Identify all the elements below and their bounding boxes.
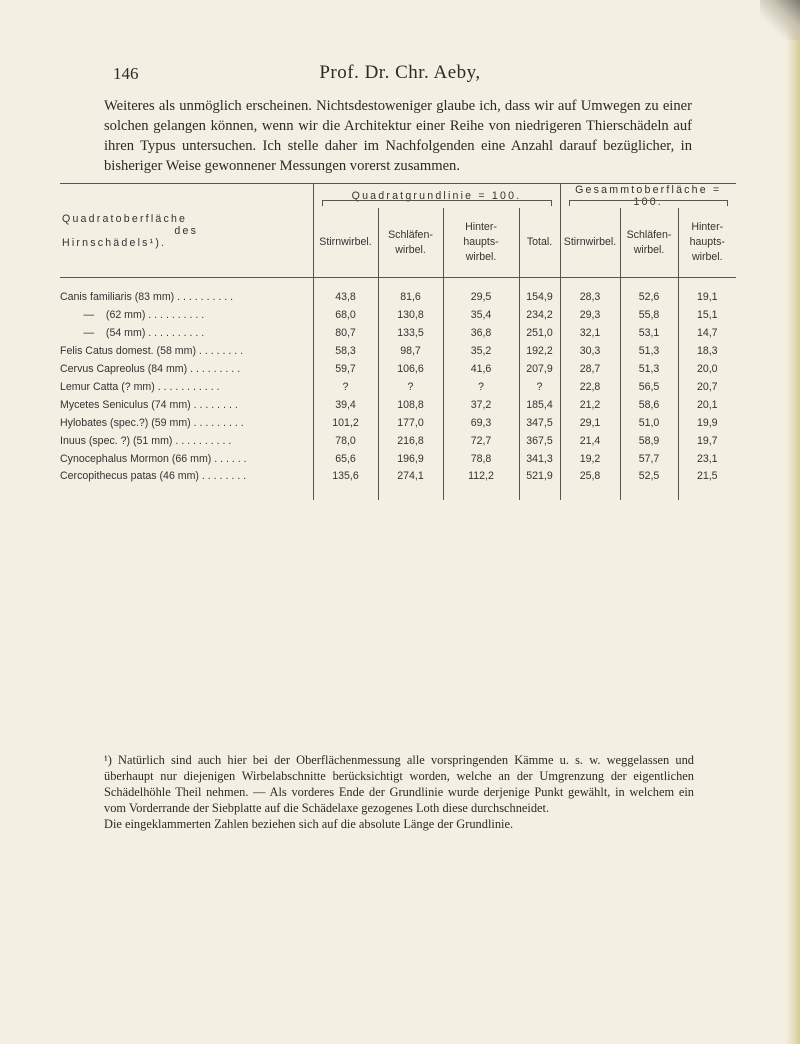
footnote-text: ¹) Natürlich sind auch hier bei der Oberflächenmessung alle vorspringenden Kämme u. s. w. weggelassen und überhaupt nur diejenigen Wirbelabschnitte berücksichtigt worden, welche an der Umgrenzung der eigentlichen Schädelhöhle Theil nehmen. — Als vorderes Ende der Grundlinie wurde derjenige Punkt gewählt, in welchem ein vom Vorderrande der Siebplatte auf die Schädelaxe gezogenes Loth diese durchschneidet. bbox=[104, 753, 694, 815]
table-cell: 347,5 bbox=[519, 414, 560, 432]
table-cell: 207,9 bbox=[519, 360, 560, 378]
table-cell: 19,7 bbox=[678, 432, 736, 450]
table-cell: 234,2 bbox=[519, 306, 560, 324]
col-header-stirnwirbel-2: Stirnwirbel. bbox=[560, 208, 620, 278]
table-cell: 20,0 bbox=[678, 360, 736, 378]
col-header-stirnwirbel: Stirnwirbel. bbox=[313, 208, 378, 278]
table-cell: 55,8 bbox=[620, 306, 678, 324]
running-head: Prof. Dr. Chr. Aeby, bbox=[319, 62, 481, 83]
row-header-line1: Quadratoberfläche bbox=[62, 212, 188, 225]
page-number: 146 bbox=[113, 64, 139, 83]
table-cell: 101,2 bbox=[313, 414, 378, 432]
col-header-schlaefenwirbel-2: Schläfen- wirbel. bbox=[620, 208, 678, 278]
table-cell: 35,4 bbox=[443, 306, 519, 324]
table-body bbox=[60, 278, 736, 501]
table-cell: 65,6 bbox=[313, 450, 378, 468]
table-cell: 15,1 bbox=[678, 306, 736, 324]
row-header-line3: Hirnschädels¹). bbox=[62, 236, 167, 249]
table-cell: 32,1 bbox=[560, 324, 620, 342]
table-cell: 21,2 bbox=[560, 396, 620, 414]
row-label: — (54 mm) . . . . . . . . . . bbox=[60, 327, 205, 339]
table-row bbox=[60, 324, 736, 342]
table-cell: 58,3 bbox=[313, 342, 378, 360]
brace bbox=[322, 200, 552, 206]
col-header-schlaefenwirbel: Schläfen- wirbel. bbox=[378, 208, 443, 278]
row-label: Canis familiaris (83 mm) . . . . . . . . . . bbox=[60, 291, 234, 303]
table-cell: 341,3 bbox=[519, 450, 560, 468]
table-cell: 521,9 bbox=[519, 468, 560, 500]
table-cell: 53,1 bbox=[620, 324, 678, 342]
group-header-grundlinie-label: Quadratgrundlinie = 100. bbox=[351, 190, 522, 202]
table-row bbox=[60, 414, 736, 432]
table-cell: 19,9 bbox=[678, 414, 736, 432]
table-cell: 21,5 bbox=[678, 468, 736, 500]
brace bbox=[569, 200, 729, 206]
table-cell: 22,8 bbox=[560, 378, 620, 396]
table-cell: 21,4 bbox=[560, 432, 620, 450]
row-label: Inuus (spec. ?) (51 mm) . . . . . . . . . . bbox=[60, 435, 232, 447]
table-cell: 28,7 bbox=[560, 360, 620, 378]
col-header-hinterhauptswirbel-2: Hinter- haupts- wirbel. bbox=[678, 208, 736, 278]
table-cell: 52,6 bbox=[620, 288, 678, 306]
table-cell: 112,2 bbox=[443, 468, 519, 500]
table-cell: 37,2 bbox=[443, 396, 519, 414]
table-cell: 20,1 bbox=[678, 396, 736, 414]
row-label: Lemur Catta (? mm) . . . . . . . . . . . bbox=[60, 381, 220, 393]
table-cell: 59,7 bbox=[313, 360, 378, 378]
table-row bbox=[60, 378, 736, 396]
table-cell: 43,8 bbox=[313, 288, 378, 306]
table-cell: 19,2 bbox=[560, 450, 620, 468]
group-header-grundlinie bbox=[313, 184, 560, 209]
table-cell: ? bbox=[443, 378, 519, 396]
group-header-gesammt-label: Gesammtoberfläche = 100. bbox=[575, 184, 722, 208]
table-cell: 135,6 bbox=[313, 468, 378, 500]
row-header bbox=[60, 184, 313, 278]
table-cell: 39,4 bbox=[313, 396, 378, 414]
intro-paragraph bbox=[104, 96, 692, 176]
table-row bbox=[60, 342, 736, 360]
table-cell: 29,5 bbox=[443, 288, 519, 306]
intro-text: Weiteres als unmöglich erscheinen. Nichtsdestoweniger glaube ich, dass wir auf Umwegen zu einer solchen gelangen können, wenn wir die Architektur einer Reihe von niedrigeren Thierschädeln auf ihren Typus untersuchen. Ich stelle daher im Nachfolgenden eine Anzahl darauf bezüglicher, in bisheriger Weise gewonnener Messungen vorerst zusammen. bbox=[104, 98, 692, 174]
row-label: Cercopithecus patas (46 mm) . . . . . . . . bbox=[60, 470, 247, 482]
measurement-table bbox=[60, 183, 736, 500]
table-cell: 52,5 bbox=[620, 468, 678, 500]
table-cell: 72,7 bbox=[443, 432, 519, 450]
table-cell: 69,3 bbox=[443, 414, 519, 432]
table-cell: 19,1 bbox=[678, 288, 736, 306]
table-cell: 185,4 bbox=[519, 396, 560, 414]
table-cell: 51,0 bbox=[620, 414, 678, 432]
table-cell: 23,1 bbox=[678, 450, 736, 468]
table-row bbox=[60, 432, 736, 450]
table-cell: 78,8 bbox=[443, 450, 519, 468]
table-cell: 41,6 bbox=[443, 360, 519, 378]
table-cell: 51,3 bbox=[620, 342, 678, 360]
page-header bbox=[0, 60, 800, 90]
table-cell: 51,3 bbox=[620, 360, 678, 378]
table-cell: 106,6 bbox=[378, 360, 443, 378]
row-label: Hylobates (spec.?) (59 mm) . . . . . . . . . bbox=[60, 417, 244, 429]
col-header-hinterhauptswirbel: Hinter- haupts- wirbel. bbox=[443, 208, 519, 278]
table-cell: 133,5 bbox=[378, 324, 443, 342]
table-cell: 274,1 bbox=[378, 468, 443, 500]
table-cell: 58,9 bbox=[620, 432, 678, 450]
table-cell: ? bbox=[313, 378, 378, 396]
page-corner-shadow bbox=[760, 0, 800, 40]
table-cell: 98,7 bbox=[378, 342, 443, 360]
row-label: Cynocephalus Mormon (66 mm) . . . . . . bbox=[60, 453, 247, 465]
table-cell: 28,3 bbox=[560, 288, 620, 306]
table-row bbox=[60, 288, 736, 306]
table-cell: 108,8 bbox=[378, 396, 443, 414]
table-row bbox=[60, 360, 736, 378]
footnote bbox=[104, 752, 694, 832]
table-cell: 251,0 bbox=[519, 324, 560, 342]
table-cell: 29,3 bbox=[560, 306, 620, 324]
page-edge bbox=[786, 0, 800, 1044]
table-cell: ? bbox=[519, 378, 560, 396]
table-row bbox=[60, 306, 736, 324]
table-cell: 57,7 bbox=[620, 450, 678, 468]
table-cell: 216,8 bbox=[378, 432, 443, 450]
table-row bbox=[60, 468, 736, 500]
group-header-gesammt bbox=[560, 184, 736, 209]
table-cell: 18,3 bbox=[678, 342, 736, 360]
table-cell: 78,0 bbox=[313, 432, 378, 450]
table-cell: 177,0 bbox=[378, 414, 443, 432]
table-cell: 196,9 bbox=[378, 450, 443, 468]
col-header-total: Total. bbox=[519, 208, 560, 278]
table-cell: 130,8 bbox=[378, 306, 443, 324]
table-cell: 56,5 bbox=[620, 378, 678, 396]
row-label: — (62 mm) . . . . . . . . . . bbox=[60, 309, 205, 321]
row-label: Cervus Capreolus (84 mm) . . . . . . . . . bbox=[60, 363, 241, 375]
footnote-text-2: Die eingeklammerten Zahlen beziehen sich auf die absolute Länge der Grundlinie. bbox=[104, 817, 514, 831]
table-row bbox=[60, 450, 736, 468]
table-cell: 25,8 bbox=[560, 468, 620, 500]
table-cell: 20,7 bbox=[678, 378, 736, 396]
table-cell: 68,0 bbox=[313, 306, 378, 324]
table-cell: 154,9 bbox=[519, 288, 560, 306]
table-cell: 58,6 bbox=[620, 396, 678, 414]
table-row bbox=[60, 396, 736, 414]
table-cell: 80,7 bbox=[313, 324, 378, 342]
table-cell: 35,2 bbox=[443, 342, 519, 360]
row-label: Mycetes Seniculus (74 mm) . . . . . . . . bbox=[60, 399, 238, 411]
table-cell: 30,3 bbox=[560, 342, 620, 360]
table-cell: 14,7 bbox=[678, 324, 736, 342]
table-cell: 192,2 bbox=[519, 342, 560, 360]
row-header-line2: des bbox=[174, 224, 199, 237]
table-cell: 367,5 bbox=[519, 432, 560, 450]
row-label: Felis Catus domest. (58 mm) . . . . . . . . bbox=[60, 345, 244, 357]
table-cell: 81,6 bbox=[378, 288, 443, 306]
table-cell: 36,8 bbox=[443, 324, 519, 342]
table-cell: 29,1 bbox=[560, 414, 620, 432]
table-cell: ? bbox=[378, 378, 443, 396]
